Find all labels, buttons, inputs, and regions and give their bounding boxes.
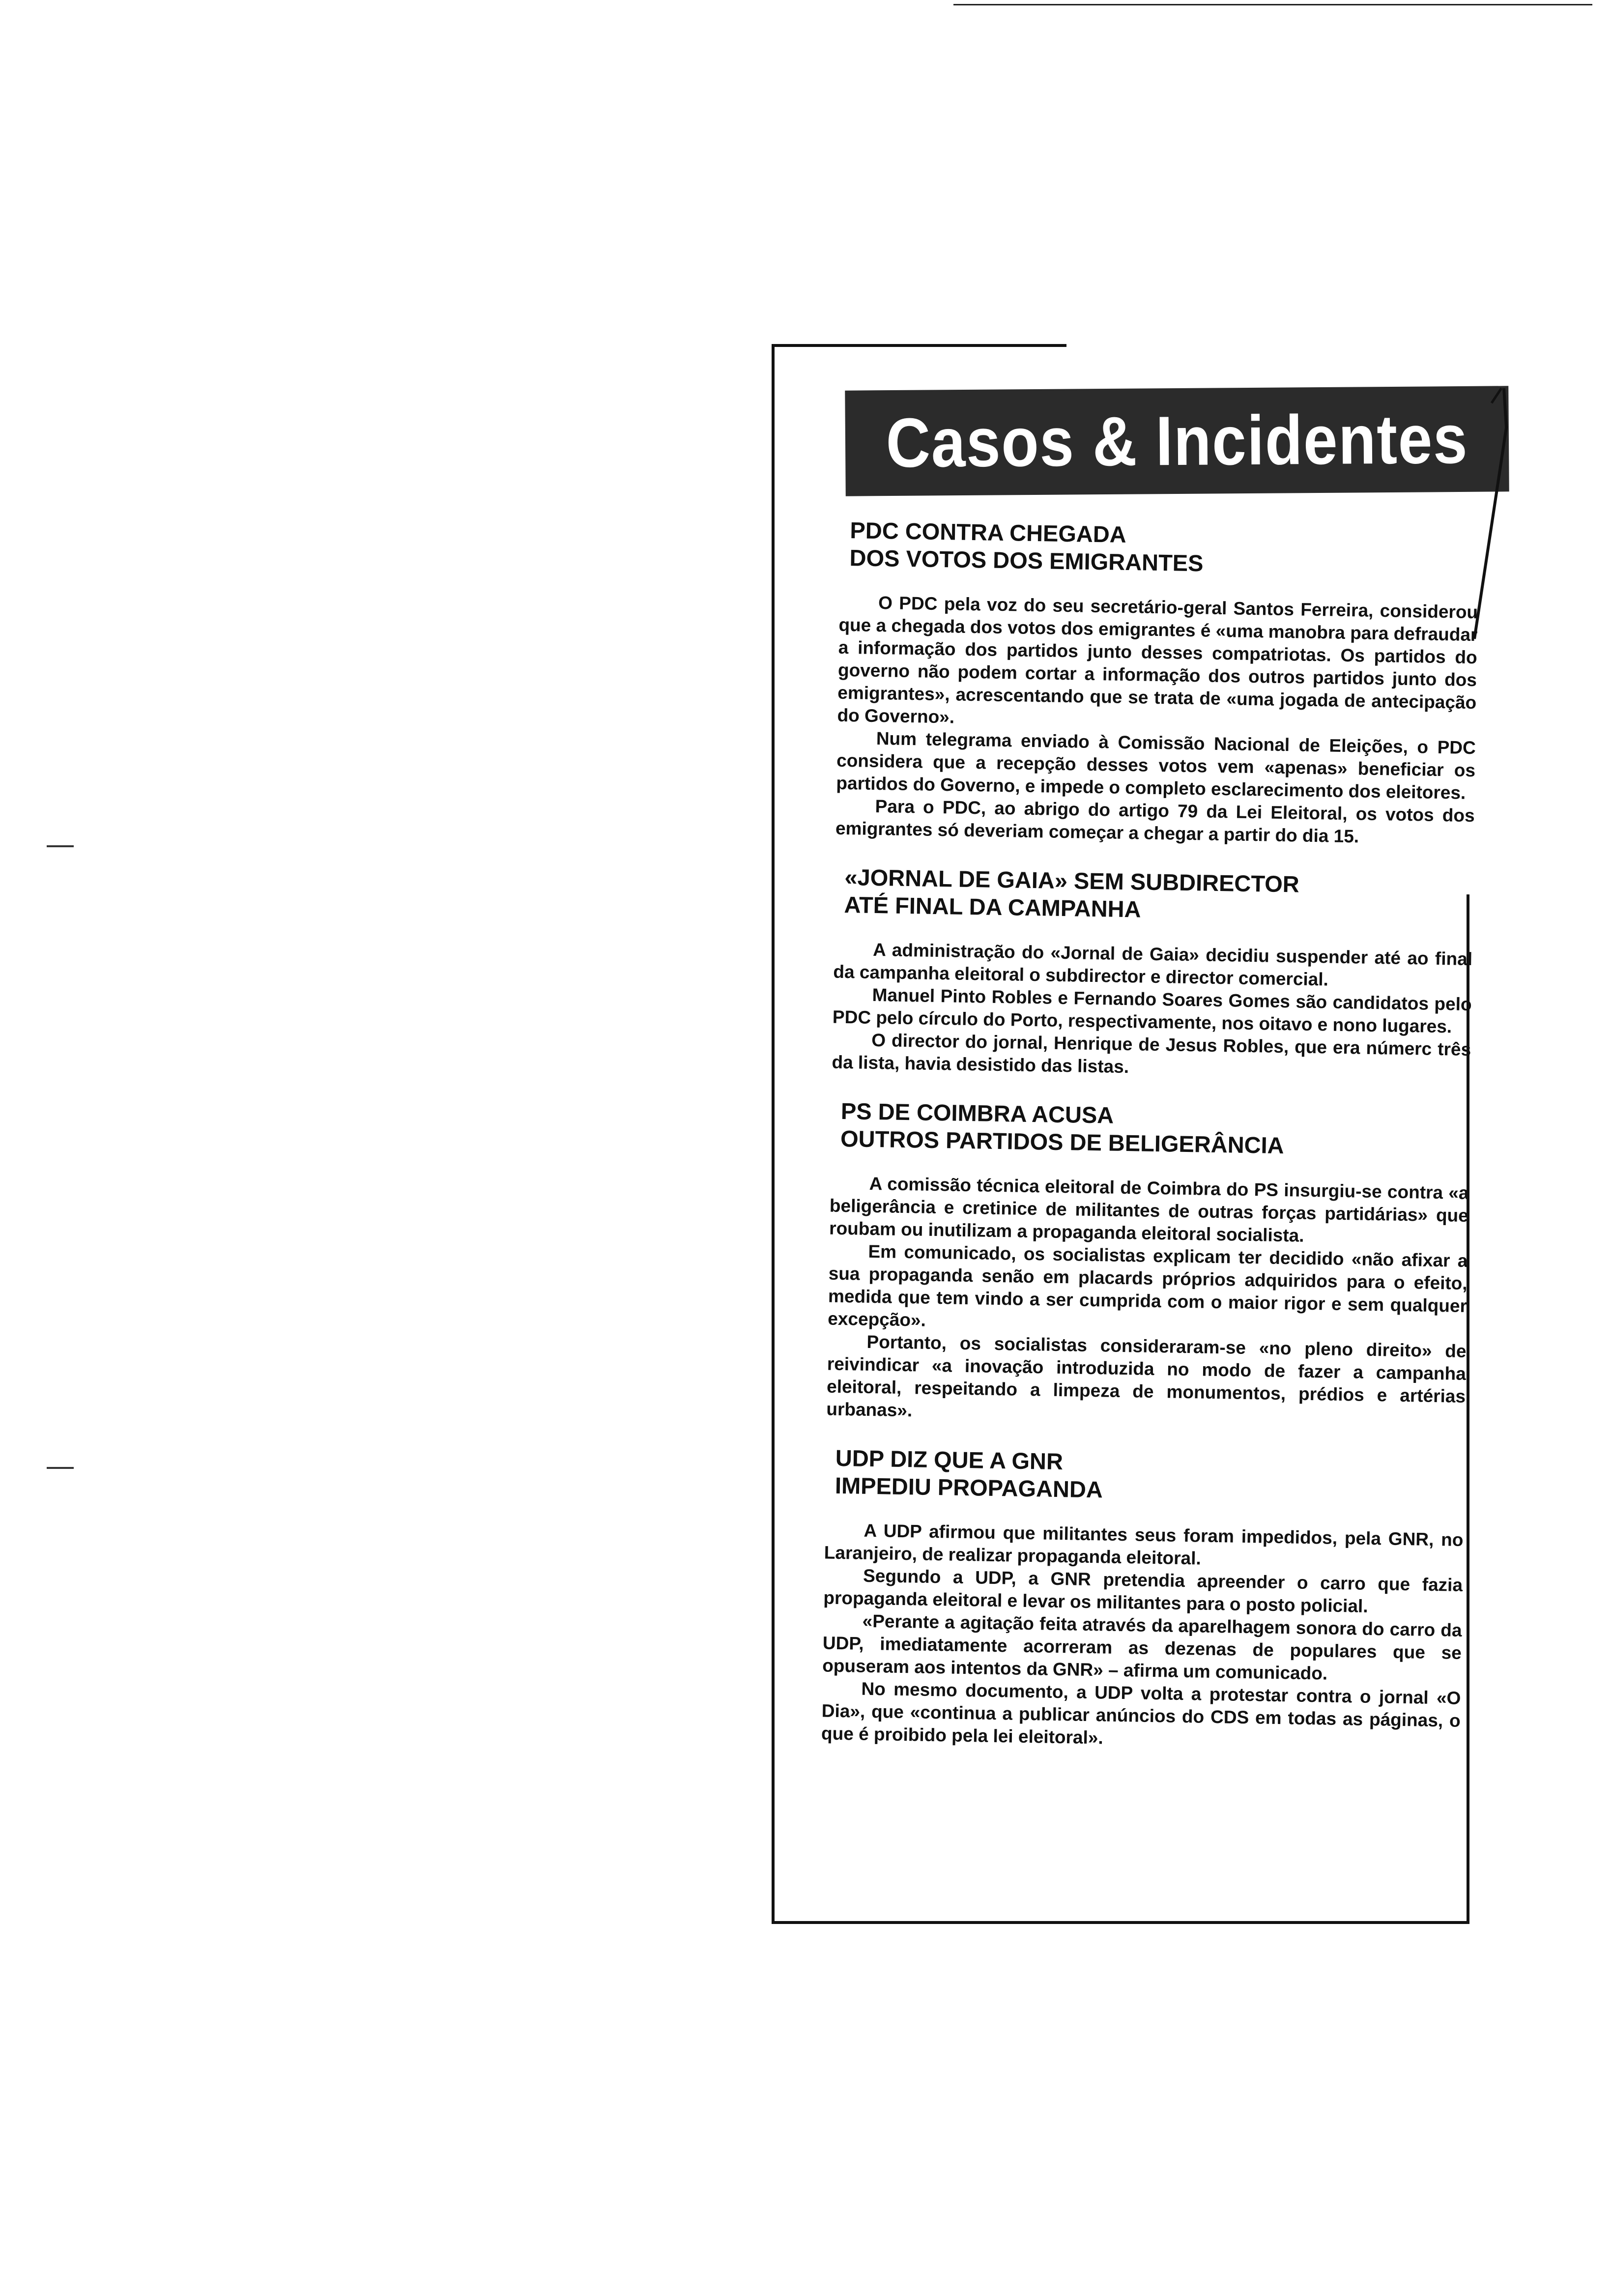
paragraph: A UDP afirmou que militantes seus foram impedidos, pela GNR, no Laranjeiro, de realizar propaganda eleitoral.	[824, 1520, 1464, 1569]
scan-artifact-left-mark	[47, 1467, 74, 1469]
article-body	[802, 1172, 1474, 1431]
clipping-top-edge	[772, 344, 1066, 347]
paragraph: Portanto, os socialistas consideraram-se «no pleno direito» de reivindicar «a inovação introduzida no modo de fazer a campanha eleitoral, respeitando a limpeza de monumentos, prédios e artérias urbanas».	[826, 1331, 1467, 1421]
paragraph: «Perante a agitação feita através da aparelhagem sonora do carro da UDP, imediatamente acorreram as dezenas de populares que se opuseram aos intentos da GNR» – afirma um comunicado.	[822, 1610, 1462, 1684]
article-headline: UDP DIZ QUE A GNR IMPEDIU PROPAGANDA	[835, 1444, 1103, 1503]
paragraph: O director do jornal, Henrique de Jesus Robles, que era númerc três da lista, havia desistido das listas.	[832, 1030, 1471, 1077]
article-body	[797, 1519, 1468, 1755]
article	[807, 863, 1479, 1084]
articles-column	[796, 516, 1484, 1779]
article-headline: PDC CONTRA CHEGADA DOS VOTOS DOS EMIGRANTES	[849, 517, 1204, 576]
article-headline: «JORNAL DE GAIA» SEM SUBDIRECTOR ATÉ FINAL DA CAMPANHA	[844, 864, 1300, 922]
article	[811, 516, 1484, 850]
section-title: Casos & Incidentes	[886, 400, 1468, 482]
paragraph: O PDC pela voz do seu secretário-geral Santos Ferreira, considerou que a chegada dos votos dos emigrantes é «uma manobra para defraudar a informação dos partidos junto desses compatriotas. Os partidos do governo não podem cortar a informação dos outros partidos junto dos emigrantes», acrescentando que se trata de «uma jogada de antecipação do Governo».	[837, 593, 1478, 727]
paragraph: No mesmo documento, a UDP volta a protestar contra o jornal «O Dia», que «continua a publicar anúncios do CDS em todas as páginas, o que é proibido pela lei eleitoral».	[821, 1678, 1461, 1748]
section-banner	[845, 386, 1509, 496]
article	[797, 1444, 1469, 1755]
paragraph: Em comunicado, os socialistas explicam ter decidido «não afixar a sua propaganda senão em placards próprios adquiridos para o efeito, medida que tem vindo a ser cumprida com o maior rigor e sem qualquer excepção».	[828, 1241, 1468, 1330]
article-headline: PS DE COIMBRA ACUSA OUTROS PARTIDOS DE BELIGERÂNCIA	[840, 1097, 1285, 1159]
scan-artifact-top-rule	[953, 4, 1592, 5]
paragraph: A administração do «Jornal de Gaia» decidiu suspender até ao final da campanha eleitoral o subdirector e director comercial.	[833, 939, 1473, 990]
paragraph: A comissão técnica eleitoral de Coimbra do PS insurgiu-se contra «a beligerância e cretinice de militantes de outras forças partidárias» que roubam ou inutilizam a propaganda eleitoral socialista.	[829, 1173, 1469, 1246]
paragraph: Num telegrama enviado à Comissão Nacional de Eleições, o PDC considera que a recepção desses votos vem «apenas» beneficiar os partidos do Governo, e impede o completo esclarecimento dos eleitores.	[836, 728, 1476, 803]
paragraph: Para o PDC, ao abrigo do artigo 79 da Lei Eleitoral, os votos dos emigrantes só deveriam começar a chegar a partir do dia 15.	[835, 796, 1475, 847]
paragraph: Segundo a UDP, a GNR pretendia apreender o carro que fazia propaganda eleitoral e levar os militantes para o posto policial.	[823, 1565, 1463, 1616]
article-body	[807, 938, 1477, 1084]
paragraph: Manuel Pinto Robles e Fernando Soares Gomes são candidatos pelo PDC pelo círculo do Porto, respectivamente, nos oitavo e nono lugares.	[832, 984, 1472, 1037]
article-body	[811, 591, 1483, 850]
article	[802, 1097, 1475, 1431]
scan-artifact-left-mark	[47, 845, 74, 847]
